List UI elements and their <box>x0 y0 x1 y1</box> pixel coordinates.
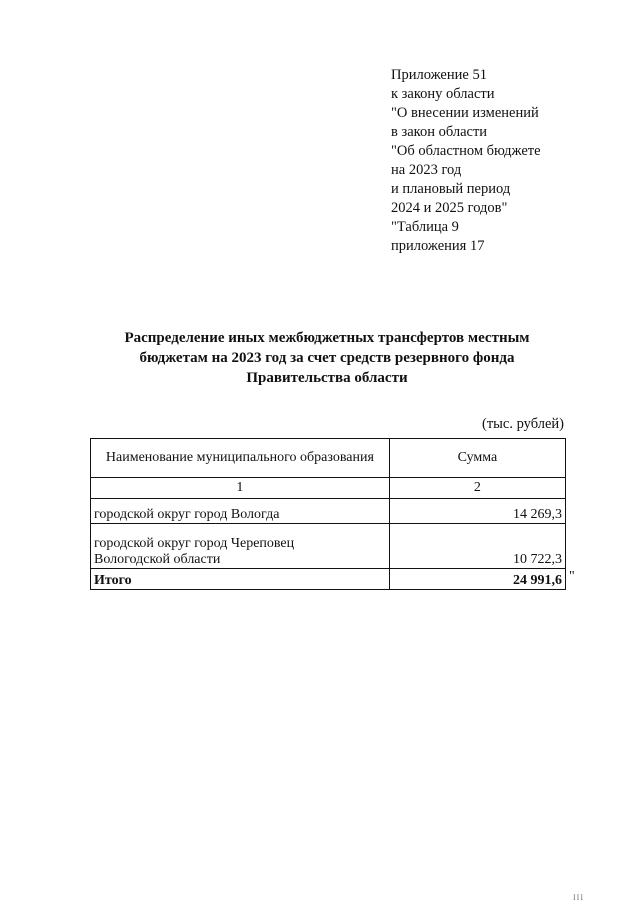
appendix-reference <box>391 66 541 256</box>
municipality-name: городской округ город Вологда <box>91 499 390 524</box>
closing-quote: " <box>569 569 575 584</box>
municipality-name-line: Вологодской области <box>94 552 221 567</box>
appendix-line: "Об областном бюджете <box>391 143 541 159</box>
total-amount: 24 991,6 <box>389 569 565 590</box>
table-row <box>91 524 566 569</box>
table-row <box>91 499 566 524</box>
appendix-line: приложения 17 <box>391 238 485 254</box>
appendix-line: и плановый период <box>391 181 511 197</box>
municipality-name-line: городской округ город Череповец <box>94 536 295 551</box>
units-label: (тыс. рублей) <box>482 416 564 432</box>
title-line: Распределение иных межбюджетных трансфертов местным <box>124 330 530 346</box>
appendix-line: "О внесении изменений <box>391 105 539 121</box>
municipality-name <box>91 524 390 569</box>
amount-value: 14 269,3 <box>389 499 565 524</box>
table-header-row <box>91 439 566 478</box>
title-line: Правительства области <box>246 370 408 386</box>
corner-mark: III <box>573 893 584 902</box>
header-municipality: Наименование муниципального образования <box>91 439 390 478</box>
total-row <box>91 569 566 590</box>
document-title <box>90 328 564 388</box>
appendix-line: "Таблица 9 <box>391 219 459 235</box>
appendix-line: 2024 и 2025 годов" <box>391 200 508 216</box>
appendix-line: Приложение 51 <box>391 67 487 83</box>
appendix-line: к закону области <box>391 86 495 102</box>
total-label: Итого <box>91 569 390 590</box>
amount-value: 10 722,3 <box>389 524 565 569</box>
column-number-row <box>91 478 566 499</box>
transfers-table <box>90 438 566 590</box>
column-number: 2 <box>389 478 565 499</box>
column-number: 1 <box>91 478 390 499</box>
appendix-line: на 2023 год <box>391 162 462 178</box>
appendix-line: в закон области <box>391 124 488 140</box>
title-line: бюджетам на 2023 год за счет средств резервного фонда <box>139 350 515 366</box>
header-amount: Сумма <box>389 439 565 478</box>
